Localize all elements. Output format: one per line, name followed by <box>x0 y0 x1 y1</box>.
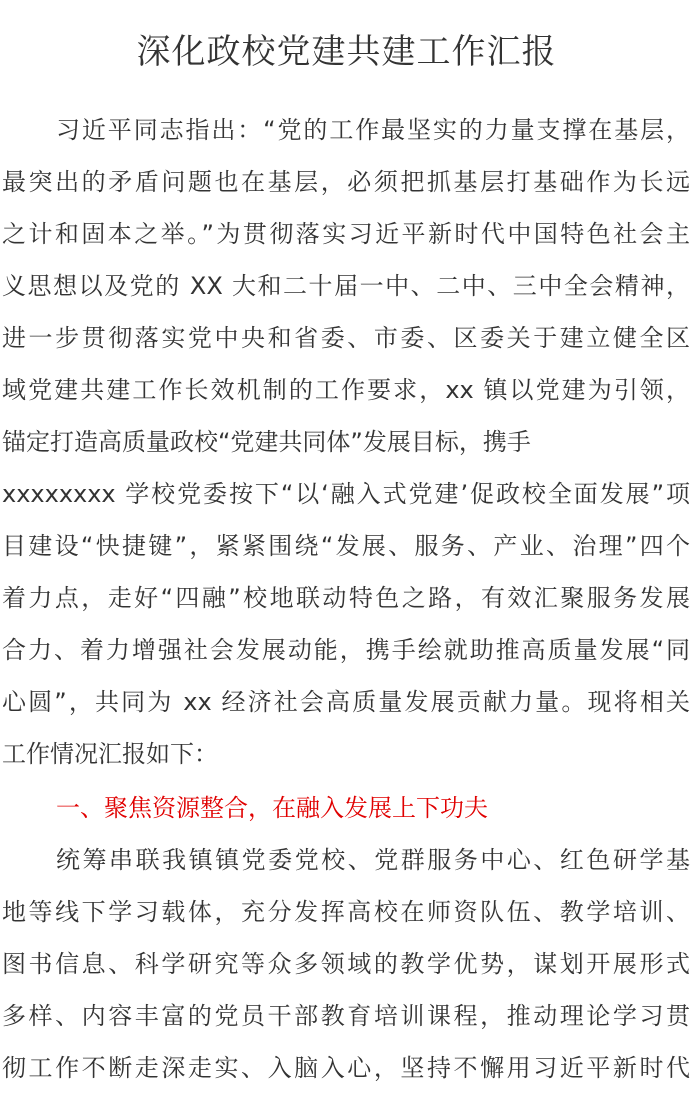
paragraph-line: 锚定打造高质量政校“党建共同体”发展目标，携手 <box>2 428 531 456</box>
paragraph-line: 域党建共建工作长效机制的工作要求，xx 镇以党建为引领， <box>2 376 690 404</box>
section-heading: 一、聚焦资源整合，在融入发展上下功夫 <box>56 794 488 822</box>
paragraph-line: 彻工作不断走深走实、入脑入心，坚持不懈用习近平新时代 <box>2 1054 690 1082</box>
paragraph-line: 工作情况汇报如下： <box>2 740 218 768</box>
paragraph-line: 图书信息、科学研究等众多领域的教学优势，谋划开展形式 <box>2 950 690 978</box>
paragraph-line: 统筹串联我镇镇党委党校、党群服务中心、红色研学基 <box>56 846 690 874</box>
paragraph-line: 义思想以及党的 XX 大和二十届一中、二中、三中全会精神， <box>2 272 690 300</box>
paragraph-line: 多样、内容丰富的党员干部教育培训课程，推动理论学习贯 <box>2 1002 690 1030</box>
paragraph-line: 着力点，走好“四融”校地联动特色之路，有效汇聚服务发展 <box>2 584 690 612</box>
paragraph-line: 习近平同志指出：“党的工作最坚实的力量支撑在基层， <box>56 116 690 144</box>
paragraph-line: 心圆”，共同为 xx 经济社会高质量发展贡献力量。现将相关 <box>2 688 690 716</box>
paragraph-line: xxxxxxxx 学校党委按下“以‘融入式党建’促政校全面发展”项 <box>2 480 690 508</box>
paragraph-line: 进一步贯彻落实党中央和省委、市委、区委关于建立健全区 <box>2 324 690 352</box>
paragraph-line: 合力、着力增强社会发展动能，携手绘就助推高质量发展“同 <box>2 636 690 664</box>
paragraph-line: 之计和固本之举。”为贯彻落实习近平新时代中国特色社会主 <box>2 220 690 248</box>
section1-paragraph <box>2 834 690 1094</box>
intro-paragraph <box>2 104 690 780</box>
paragraph-line: 目建设“快捷键”，紧紧围绕“发展、服务、产业、治理”四个 <box>2 532 690 560</box>
document-title: 深化政校党建共建工作汇报 <box>136 32 557 72</box>
paragraph-line: 地等线下学习载体，充分发挥高校在师资队伍、教学培训、 <box>2 898 690 926</box>
paragraph-line: 最突出的矛盾问题也在基层，必须把抓基层打基础作为长远 <box>2 168 690 196</box>
